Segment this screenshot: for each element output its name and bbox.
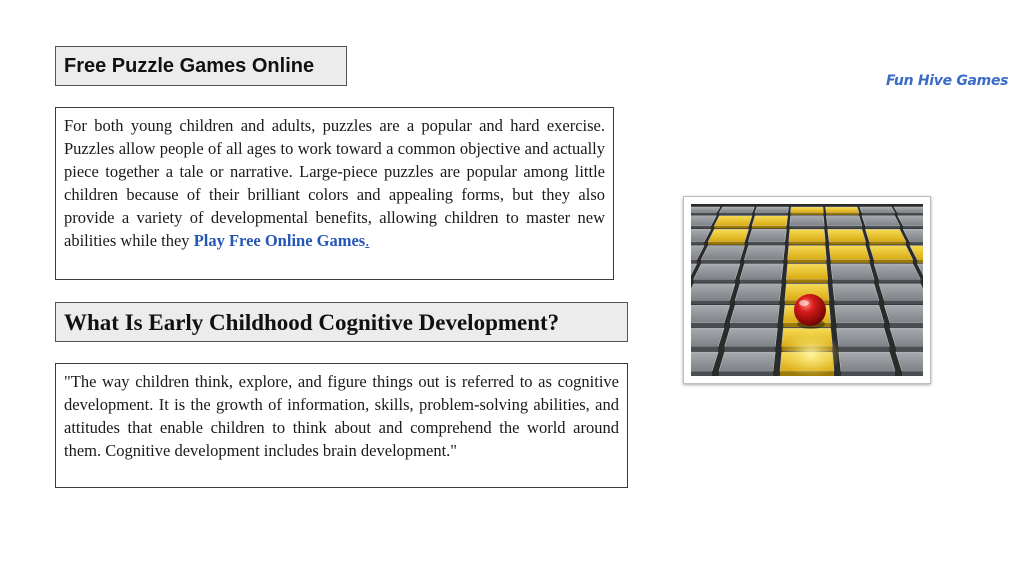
board-tile-edge: [789, 242, 825, 245]
board-tile-edge: [752, 226, 786, 228]
board-tile-edge: [839, 347, 890, 351]
board-tile-edge: [879, 279, 920, 282]
board-tile: [748, 229, 786, 242]
board-tile-edge: [701, 260, 740, 263]
board-tile: [874, 264, 920, 280]
intro-link-suffix: .: [365, 231, 370, 251]
board-tile-edge: [744, 260, 783, 263]
cognitive-quote: "The way children think, explore, and figure things out is referred to as cognitive development. It is the growth of information, skills, problem-solving abilities, and attitudes that enable children to think about and comprehend the world around them. Cognitive development includes brain development.": [55, 363, 628, 488]
board-tile: [862, 216, 900, 226]
board-tile-edge: [898, 213, 923, 215]
board-tile-edge: [790, 226, 824, 228]
board-tile-edge: [691, 371, 712, 376]
board-tile: [828, 229, 866, 242]
board-tile-edge: [719, 371, 773, 376]
board-tile: [860, 207, 895, 213]
board-tile: [869, 246, 912, 260]
board-tile-edge: [719, 213, 752, 215]
board-tile-edge: [874, 260, 913, 263]
board-tile: [691, 207, 720, 213]
board-tile-edge: [714, 226, 748, 228]
board-tile: [839, 352, 895, 371]
brand-logo[interactable]: Fun Hive Games: [886, 73, 1009, 89]
page-title: Free Puzzle Games Online: [55, 46, 347, 86]
board-tile: [835, 305, 884, 323]
board-tile: [790, 216, 824, 226]
tile-board-picture: [691, 204, 923, 376]
board-tile: [725, 328, 778, 346]
board-tile: [833, 284, 879, 301]
board-tile: [691, 305, 730, 323]
board-tile: [789, 229, 825, 242]
board-tile: [730, 305, 779, 323]
board-tile-edge: [841, 371, 895, 376]
board-tile: [740, 264, 783, 280]
intro-paragraph: [55, 107, 614, 280]
board-tile-edge: [691, 242, 704, 245]
board-tile-edge: [837, 323, 884, 327]
board-tile: [708, 229, 749, 242]
board-tile-edge: [917, 260, 923, 263]
board-tile-edge: [735, 301, 779, 305]
board-tile: [714, 216, 752, 226]
board-tile: [884, 305, 923, 323]
board-tile-edge: [691, 213, 716, 215]
board-tile: [890, 328, 923, 346]
board-tile-edge: [869, 242, 905, 245]
board-tile-edge: [694, 279, 735, 282]
board-tile-edge: [896, 347, 923, 351]
board-tile-edge: [902, 371, 923, 376]
board-tile: [691, 328, 724, 346]
board-tile-edge: [826, 213, 859, 215]
board-tile-edge: [691, 226, 711, 228]
board-tile: [825, 207, 859, 213]
board-tile-edge: [748, 242, 784, 245]
board-tile-edge: [833, 279, 874, 282]
board-tile-edge: [691, 347, 718, 351]
play-games-link[interactable]: Play Free Online Games: [193, 231, 366, 251]
board-tile-edge: [691, 323, 724, 327]
intro-text: For both young children and adults, puzzles are a popular and hard exercise. Puzzles allow people of all ages to work toward a common objective and actually piece together a tale or narrative. Large-piece puzzles are popular among little children because of their brilliant colors and appealing forms, but they also provide a variety of developmental benefits, allowing children to master new abilities while they: [64, 116, 605, 251]
board-tile-edge: [903, 226, 923, 228]
board-tile: [694, 264, 740, 280]
board-tile: [735, 284, 781, 301]
board-tile: [752, 216, 788, 226]
board-tile-edge: [910, 242, 923, 245]
board-tile-edge: [725, 347, 776, 351]
board-tile: [786, 264, 827, 280]
section-heading: What Is Early Childhood Cognitive Development?: [55, 302, 628, 342]
board-tile-edge: [786, 279, 827, 282]
board-tile-edge: [862, 213, 895, 215]
board-tile: [831, 264, 874, 280]
board-tile-edge: [788, 260, 827, 263]
board-tile: [701, 246, 744, 260]
board-tile-edge: [829, 242, 865, 245]
board-tile: [826, 216, 862, 226]
board-tile: [829, 246, 870, 260]
puzzle-game-image: [683, 196, 931, 384]
board-tile-edge: [835, 301, 879, 305]
board-tile: [791, 207, 824, 213]
board-tile: [788, 246, 827, 260]
board-tile: [744, 246, 785, 260]
board-tile: [879, 284, 923, 301]
board-tile-edge: [828, 226, 862, 228]
board-tile: [755, 207, 789, 213]
board-tile: [719, 207, 754, 213]
board-tile-edge: [691, 301, 730, 305]
board-tile: [894, 207, 923, 213]
board-tile: [691, 284, 735, 301]
board-tile: [865, 229, 906, 242]
board-tile-edge: [890, 323, 923, 327]
red-ball: [794, 294, 826, 326]
board-tile-edge: [831, 260, 870, 263]
board-tile-edge: [691, 260, 697, 263]
board-tile: [837, 328, 890, 346]
board-tile-edge: [865, 226, 899, 228]
board-tile-edge: [755, 213, 788, 215]
board-tile: [719, 352, 775, 371]
board-tile-edge: [884, 301, 923, 305]
board-tile-edge: [730, 323, 777, 327]
board-tile-edge: [740, 279, 781, 282]
board-tile-edge: [708, 242, 744, 245]
board-tile-edge: [791, 213, 824, 215]
